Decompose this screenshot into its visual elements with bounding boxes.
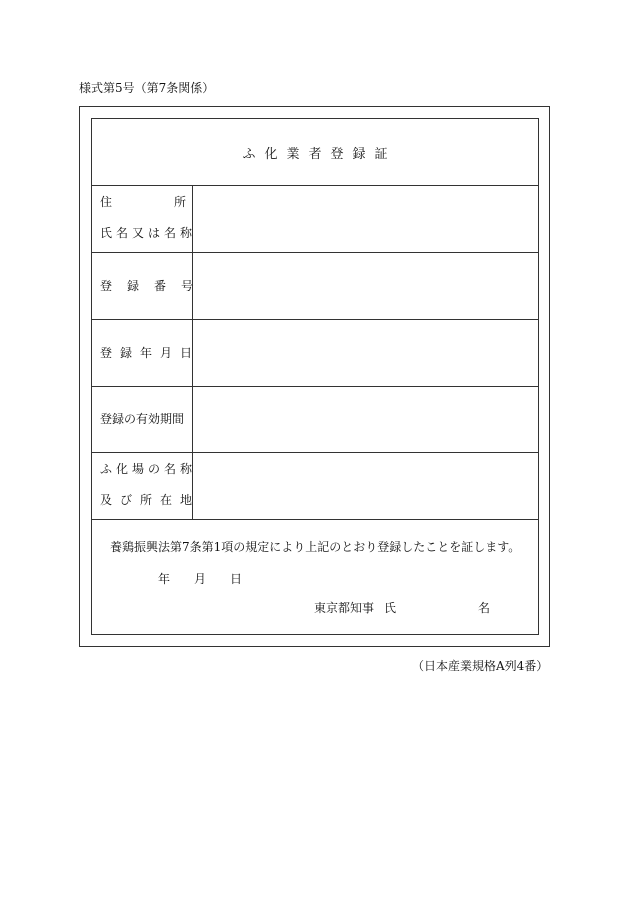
registration-date-row: [92, 320, 538, 387]
registration-date-label-cell: [92, 320, 201, 386]
hatchery-location-label: 及び所在地: [100, 493, 201, 507]
registration-number-value[interactable]: [193, 253, 538, 319]
name-label: 氏名又は名称: [100, 226, 197, 240]
hatchery-value[interactable]: [193, 453, 538, 519]
registration-number-label: 登録番号: [100, 279, 209, 293]
registration-number-label-cell: [92, 253, 209, 319]
year-label: 年: [158, 572, 171, 586]
registration-date-label: 登録年月日: [100, 346, 201, 360]
hatchery-row: [92, 453, 538, 520]
governor-mei: 名: [478, 601, 491, 615]
address-name-row: [92, 186, 538, 253]
address-label: 住 所: [100, 195, 186, 209]
certificate-table: [91, 118, 539, 635]
registration-number-row: [92, 253, 538, 320]
certification-statement-area: [92, 519, 538, 634]
certification-statement: 養鶏振興法第7条第1項の規定により上記のとおり登録したことを証します。: [110, 540, 521, 554]
address-name-value[interactable]: [193, 186, 538, 252]
validity-period-label-cell: [92, 386, 193, 452]
validity-period-value[interactable]: [193, 386, 538, 452]
governor-signature-line: [314, 601, 490, 615]
validity-period-row: [92, 386, 538, 453]
validity-period-label: 登録の有効期間: [100, 412, 185, 426]
month-label: 月: [194, 572, 207, 586]
day-label: 日: [230, 572, 243, 586]
governor-title: 東京都知事: [314, 601, 375, 615]
form-number-label: 様式第5号（第7条関係）: [79, 81, 215, 95]
issue-date-line: [158, 572, 242, 586]
governor-shi: 氏: [384, 601, 397, 615]
paper-standard-note: （日本産業規格A列4番）: [412, 659, 549, 673]
address-name-label-cell: [92, 186, 197, 252]
certificate-title: ふ化業者登録証: [242, 146, 397, 162]
certificate-title-row: [92, 119, 538, 186]
registration-date-value[interactable]: [193, 320, 538, 386]
hatchery-name-label: ふ化場の名称: [100, 462, 197, 476]
hatchery-label-cell: [92, 453, 201, 519]
